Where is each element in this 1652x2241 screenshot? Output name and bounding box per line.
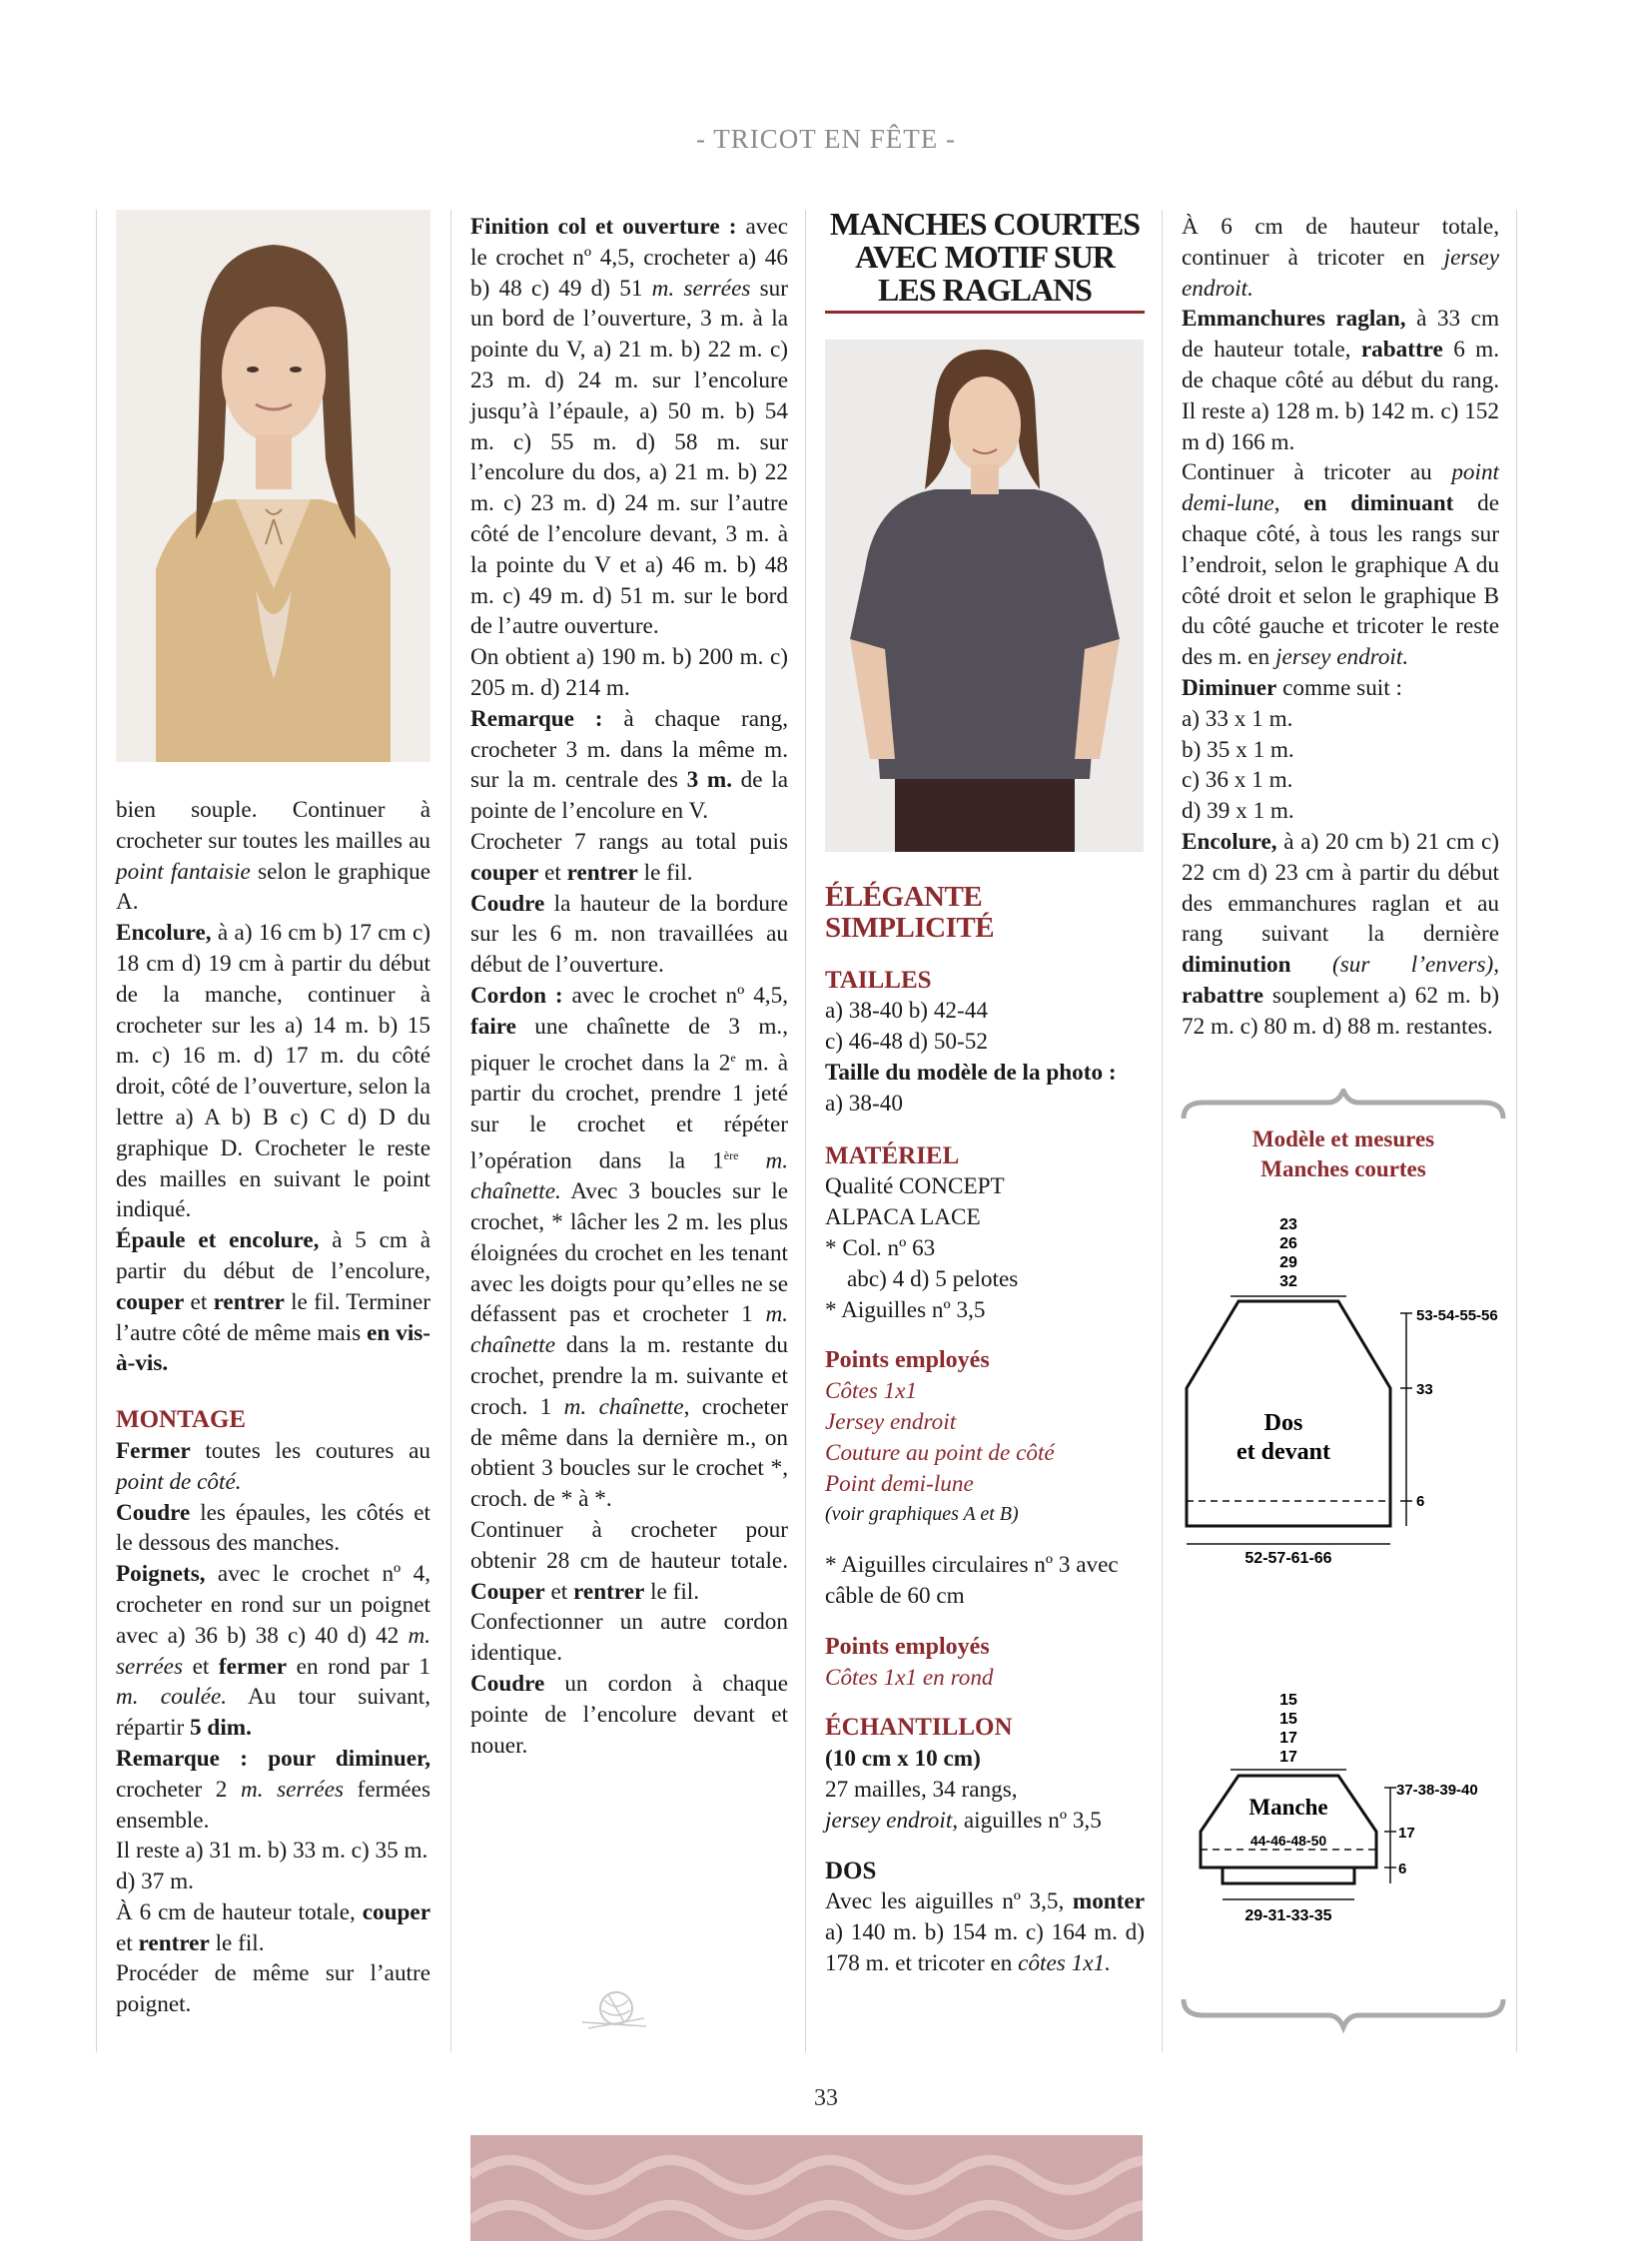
svg-text:15: 15: [1279, 1711, 1297, 1728]
running-head: - TRICOT EN FÊTE -: [696, 124, 956, 154]
svg-text:44-46-48-50: 44-46-48-50: [1249, 1833, 1327, 1849]
measurement-diagram: [1179, 1089, 1508, 2057]
column-2: Finition col et ouverture : avec le crochet nº 4,5, crocheter a) 46 b) 48 c) 49 d) 51 m. serrées sur un bord de l’ouverture, 3 m. à la pointe du V, a) 21 m. b) 22 m. c) 23 m. d) 24 m. sur l’encolure jusqu’à l’épaule, a) 50 m. b) 54 m. c) 55 m. d) 58 m. sur l’encolure du dos, a) 21 m. b) 22 m. c) 23 m. d) 24 m. sur l’autre côté de l’encolure devant, 3 m. à la pointe du V et a) 46 m. b) 48 m. c) 49 m. d) 51 m. sur le bord de l’autre ouverture. On obtient a) 190 m. b) 200 m. c) 205 m. d) 214 m. Remarque : à chaque rang, crocheter 3 m. dans la même m. sur la m. centrale des 3 m. de la pointe de l’encolure en V. Crocheter 7 rangs au total puis couper et rentrer le fil. Coudre la hauteur de la bordure sur les 6 m. non travaillées au début de l’ouverture. Cordon : avec le crochet nº 4,5, faire une chaînette de 3 m., piquer le crochet dans la 2e m. à partir du crochet, prendre 1 jeté sur le crochet et répéter l’opération dans la 1ère m. chaînette. Avec 3 boucles sur le crochet, * lâcher les 2 m. les plus éloignées du crochet en les tenant avec les doigts pour qu’elles ne se défassent pas et crocheter 1 m. chaînette dans la m. restante du crochet, prendre la m. suivante et croch. 1 m. chaînette, crocheter de même dans la dernière m., on obtient 3 boucles sur le crochet *, croch. de * à *. Continuer à crocheter pour obtenir 28 cm de hauteur totale. Couper et rentrer le fil. Confectionner un autre cordon identique. Coudre un cordon à chaque pointe de l’encolure devant et nouer.: [470, 214, 789, 1759]
svg-text:37-38-39-40: 37-38-39-40: [1396, 1782, 1478, 1799]
svg-text:17: 17: [1279, 1730, 1297, 1747]
svg-text:29-31-33-35: 29-31-33-35: [1244, 1907, 1332, 1924]
svg-text:26: 26: [1279, 1235, 1297, 1252]
svg-text:23: 23: [1279, 1216, 1297, 1233]
svg-text:6: 6: [1398, 1861, 1407, 1877]
column-rule: [805, 210, 806, 2052]
column-rule: [450, 210, 451, 2052]
column-4: À 6 cm de hauteur totale, continuer à tricoter en jersey endroit. Emmanchures raglan, à 33 cm de hauteur totale, rabattre 6 m. de chaque côté au début du rang. Il reste a) 128 m. b) 142 m. c) 152 m d) 166 m. Continuer à tricoter au point demi-lune, en diminuant de chaque côté, à tous les rangs sur l’endroit, selon le graphique A du côté droit et selon le graphique B du côté gauche et tricoter le reste des m. en jersey endroit. Diminuer comme suit : a) 33 x 1 m. b) 35 x 1 m. c) 36 x 1 m. d) 39 x 1 m. Encolure, à a) 20 cm b) 21 cm c) 22 cm d) 23 cm à partir du début des emmanchures raglan et au rang suivant la dernière diminution (sur l’envers), rabattre souplement a) 62 m. b) 72 m. c) 80 m. d) 88 m. restantes.: [1182, 214, 1499, 1040]
subtitle: ÉLÉGANTE SIMPLICITÉ: [825, 881, 995, 944]
svg-text:32: 32: [1279, 1273, 1297, 1290]
knit-texture-photo: [470, 2135, 1143, 2241]
sweater-model-photo: [825, 340, 1144, 852]
column-rule: [1516, 210, 1517, 2052]
svg-text:et devant: et devant: [1237, 1439, 1330, 1465]
svg-text:Manche: Manche: [1248, 1795, 1328, 1820]
svg-text:29: 29: [1279, 1254, 1297, 1271]
montage-heading: MONTAGE: [116, 1406, 247, 1434]
diagram-title-1: Modèle et mesures: [1251, 1126, 1435, 1151]
sleeve-schematic: [1201, 1692, 1478, 1924]
pattern-title: MANCHES COURTES AVEC MOTIF SUR LES RAGLANS: [829, 206, 1141, 308]
svg-text:17: 17: [1279, 1749, 1297, 1766]
page-number: 33: [814, 2085, 838, 2111]
title-rule: [825, 311, 1145, 314]
cardigan-model-photo: [116, 210, 430, 762]
column-3: ÉLÉGANTE SIMPLICITÉ TAILLES a) 38-40 b) 42-44 c) 46-48 d) 50-52 Taille du modèle de la photo : a) 38-40 MATÉRIEL Qualité CONCEPT ALPACA LACE * Col. nº 63 abc) 4 d) 5 pelotes * Aiguilles nº 3,5 Points employés Côtes 1x1 Jersey endroit Couture au point de côté Point demi-lune (voir graphiques A et B) * Aiguilles circulaires nº 3 avec câble de 60 cm Points employés Côtes 1x1 en rond ÉCHANTILLON (10 cm x 10 cm) 27 mailles, 34 rangs, jersey endroit, aiguilles nº 3,5 DOS Avec les aiguilles nº 3,5, monter a) 140 m. b) 154 m. c) 164 m. d) 178 m. et tricoter en côtes 1x1.: [825, 881, 1145, 1976]
svg-text:15: 15: [1279, 1692, 1297, 1709]
svg-text:6: 6: [1416, 1493, 1425, 1510]
diagram-title-2: Manches courtes: [1260, 1156, 1426, 1181]
yarn-ball-icon: [574, 1982, 654, 2032]
column-1: bien souple. Continuer à crocheter sur toutes les mailles au point fantaisie selon le graphique A. Encolure, à a) 16 cm b) 17 cm c) 18 cm d) 19 cm à partir du début de la manche, continuer à crocheter sur les a) 14 m. b) 15 m. c) 16 m. d) 17 m. du côté droit, côté de l’ouverture, selon la lettre a) A b) B c) C d) D du graphique D. Crocheter le reste des mailles en suivant le point indiqué. Épaule et encolure, à 5 cm à partir du début de l’encolure, couper et rentrer le fil. Terminer l’autre côté de même mais en vis-à-vis. MONTAGE Fermer toutes les coutures au point de côté. Coudre les épaules, les côtés et le dessous des manches. Poignets, avec le crochet nº 4, crocheter en rond sur un poignet avec a) 36 b) 38 c) 40 d) 42 m. serrées et fermer en rond par 1 m. coulée. Au tour suivant, répartir 5 dim. Remarque : pour diminuer, crocheter 2 m. serrées fermées ensemble. Il reste a) 31 m. b) 33 m. c) 35 m. d) 37 m. À 6 cm de hauteur totale, couper et rentrer le fil. Procéder de même sur l’autre poignet.: [116, 797, 431, 2018]
column-rule: [1162, 210, 1163, 2052]
svg-text:17: 17: [1398, 1825, 1415, 1842]
column-rule: [96, 210, 97, 2052]
svg-text:53-54-55-56: 53-54-55-56: [1416, 1307, 1498, 1324]
svg-text:33: 33: [1416, 1381, 1433, 1398]
body-schematic: [1187, 1216, 1498, 1567]
svg-text:52-57-61-66: 52-57-61-66: [1244, 1550, 1332, 1567]
svg-text:Dos: Dos: [1263, 1410, 1303, 1436]
